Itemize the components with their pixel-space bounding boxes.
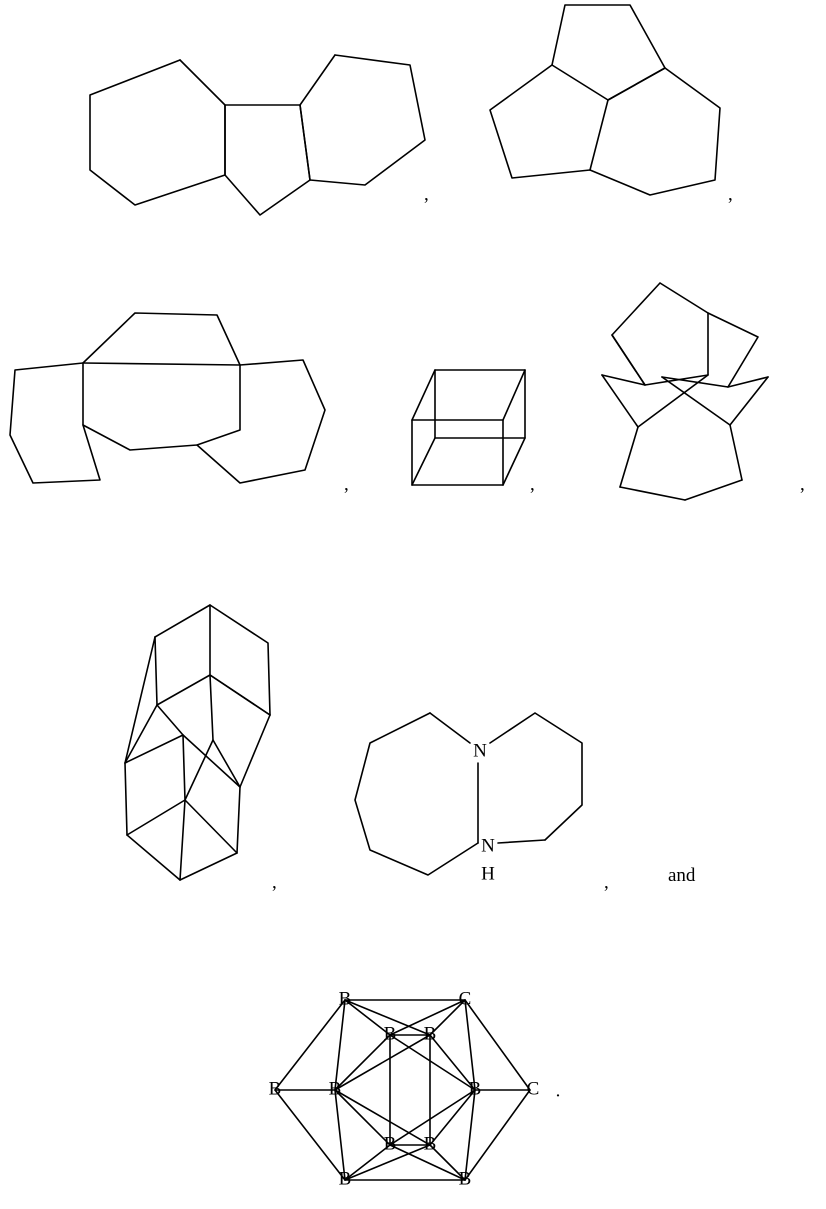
separator-comma-6: , — [272, 872, 277, 893]
separator-comma-7: , — [604, 872, 609, 893]
separator-comma-1: , — [424, 184, 429, 205]
vertex-label-b-upper-inner-left: B — [383, 1023, 397, 1045]
vertex-label-b-far-left: B — [268, 1078, 282, 1100]
separator-comma-2: , — [728, 184, 733, 205]
separator-comma-5: , — [800, 474, 805, 495]
structure-octahydro-pyrimido-azepine — [330, 695, 600, 895]
vertex-label-b-top-left: B — [338, 988, 352, 1010]
structure-spiro-bicyclopentane-cluster — [590, 275, 780, 500]
vertex-label-b-lower-inner-right: B — [423, 1133, 437, 1155]
nitrogen-bridgehead-label: N — [473, 740, 487, 762]
nitrogen-ring-label: N — [481, 835, 495, 857]
terminal-period: . — [555, 1080, 561, 1102]
vertex-label-b-lower-inner-left: B — [383, 1133, 397, 1155]
vertex-label-b-right-inner: B — [468, 1078, 482, 1100]
vertex-label-b-bottom-right: B — [458, 1168, 472, 1190]
separator-comma-3: , — [344, 474, 349, 495]
structure-acenaphthylene-perhydro — [480, 0, 750, 215]
vertex-label-b-left-inner: B — [328, 1078, 342, 1100]
conjunction-and: and — [668, 865, 696, 886]
structure-perhydro-phenanthrene-with-cyclopentane — [5, 285, 345, 495]
structure-cubane — [405, 360, 535, 490]
structure-tricyclic-fused-hexahydro-fluorene — [60, 20, 460, 220]
vertex-label-b-bottom-left: B — [338, 1168, 352, 1190]
vertex-label-b-upper-inner-right: B — [423, 1023, 437, 1045]
vertex-label-c-far-right: C — [526, 1078, 540, 1100]
separator-comma-4: , — [530, 474, 535, 495]
vertex-label-c-top-right: C — [458, 988, 472, 1010]
structure-adamantane-cage — [105, 595, 295, 895]
nitrogen-hydrogen-label: H — [481, 863, 495, 885]
structure-carborane-cluster — [240, 980, 580, 1200]
